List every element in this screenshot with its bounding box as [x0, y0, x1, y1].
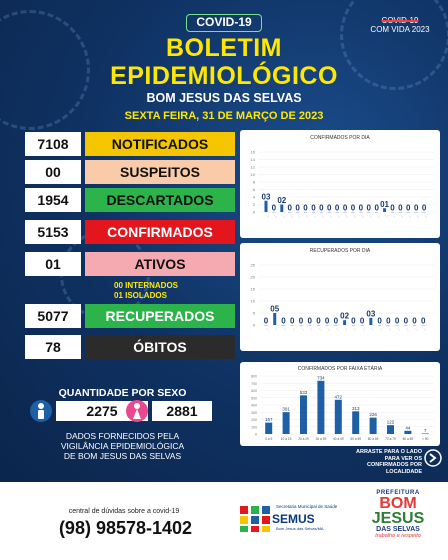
y-tick-label: 10 — [250, 172, 255, 177]
pref-jesus: JESUS — [371, 510, 425, 527]
x-tick-label: — — [281, 213, 287, 219]
swipe-hint-line2: PARA VER OS — [384, 455, 422, 462]
data-label: 0 — [412, 316, 417, 326]
x-tick-label: — — [300, 326, 306, 332]
x-tick-label: — — [368, 213, 374, 219]
x-tick-label: — — [391, 213, 397, 219]
y-tick-label: 400 — [251, 403, 257, 408]
data-label: 0 — [421, 203, 427, 213]
covid-tag: COVID-19 — [186, 14, 262, 32]
chart-bar — [404, 431, 411, 434]
data-label: 01 — [380, 199, 390, 209]
stat-row-confirmados — [25, 220, 235, 244]
chart-bar — [265, 201, 268, 212]
stat-value: 00 — [25, 160, 81, 184]
data-label: 02 — [277, 196, 287, 205]
data-label: 0 — [289, 316, 295, 326]
chart-title: CONFIRMADOS POR DIA — [310, 135, 370, 141]
data-label: 0 — [298, 316, 304, 326]
stat-row-descartados — [25, 188, 235, 212]
bulletin-date: SEXTA FEIRA, 31 DE MARÇO DE 2023 — [124, 110, 324, 122]
data-label: 0 — [311, 203, 316, 213]
stat-label: ATIVOS — [85, 252, 235, 276]
chart-confirmados-por-faixa-etaria[interactable] — [240, 362, 440, 446]
x-tick-label: — — [317, 326, 323, 332]
data-label: 0 — [342, 203, 348, 213]
y-tick-label: 8 — [252, 179, 255, 185]
data-label: 0 — [307, 316, 312, 326]
chart-bar — [280, 205, 283, 213]
x-tick-label: — — [308, 326, 314, 332]
y-tick-label: 0 — [252, 209, 255, 215]
y-tick-label: 14 — [250, 157, 255, 162]
data-label: 533 — [299, 389, 308, 395]
stat-row-suspeitos — [25, 160, 235, 184]
x-tick-label: 30 a 39 — [315, 437, 327, 441]
ativos-internados: 00 INTERNADOS — [114, 281, 179, 290]
stat-label: RECUPERADOS — [85, 304, 235, 328]
x-tick-label: — — [361, 326, 367, 332]
stat-value: 5153 — [25, 220, 81, 244]
x-tick-label: — — [415, 213, 421, 219]
y-tick-label: 800 — [251, 374, 257, 379]
data-label: 05 — [270, 304, 280, 314]
stat-label: CONFIRMADOS — [85, 220, 235, 244]
semus-name: SEMUS — [272, 512, 315, 526]
stat-row-recuperados — [25, 304, 235, 328]
x-tick-label: 20 a 29 — [298, 437, 309, 441]
x-tick-label: — — [399, 213, 405, 219]
data-label: 226 — [369, 412, 377, 418]
chart-bar — [343, 320, 346, 325]
y-tick-label: 5 — [252, 310, 255, 316]
prefeitura-logo — [358, 490, 438, 539]
data-label: 0 — [390, 203, 395, 213]
x-tick-label: — — [422, 326, 428, 332]
x-tick-label: — — [312, 213, 318, 219]
chart-confirmados-por-dia[interactable] — [240, 130, 440, 238]
x-tick-label: — — [383, 213, 389, 219]
x-tick-label: — — [328, 213, 334, 219]
chart-bar — [352, 411, 359, 434]
chart-bar — [265, 423, 272, 434]
female-icon — [126, 400, 148, 422]
data-label: 157 — [264, 417, 273, 423]
x-tick-label: — — [265, 213, 271, 219]
covid-vida-text: COM VIDA 2023 — [370, 25, 430, 34]
y-tick-label: 0 — [252, 322, 255, 328]
x-tick-label: — — [274, 326, 279, 332]
chart-bar — [283, 412, 290, 434]
stat-row-ativos — [25, 252, 235, 276]
x-tick-label: 50 a 59 — [350, 437, 362, 441]
x-tick-label: > 90 — [422, 437, 429, 441]
x-tick-label: — — [289, 213, 294, 219]
x-tick-label: — — [423, 213, 429, 219]
y-tick-label: 0 — [255, 432, 257, 437]
data-label: 7 — [424, 427, 427, 433]
help-text: central de dúvidas sobre a covid-19 — [68, 508, 180, 515]
x-tick-label: — — [265, 326, 271, 332]
data-label: 0 — [263, 316, 269, 326]
stat-value: 78 — [25, 335, 81, 359]
data-label: 0 — [303, 203, 308, 213]
x-tick-label: — — [296, 213, 302, 219]
x-tick-label: — — [405, 326, 411, 332]
pref-small: PREFEITURA — [376, 490, 420, 496]
x-tick-label: — — [375, 213, 381, 219]
data-label: 0 — [287, 203, 292, 213]
data-label: 0 — [333, 316, 339, 326]
stat-value: 7108 — [25, 132, 81, 156]
data-label: 0 — [281, 316, 286, 326]
pref-selvas: DAS SELVAS — [376, 526, 420, 533]
x-tick-label: — — [387, 326, 393, 332]
data-label: 0 — [358, 203, 364, 213]
title-line1: BOLETIM — [166, 34, 282, 62]
swipe-hint — [340, 449, 422, 475]
y-tick-label: 10 — [250, 298, 255, 304]
x-tick-label: — — [335, 326, 341, 332]
x-tick-label: — — [352, 326, 358, 332]
y-tick-label: 12 — [250, 164, 255, 170]
source-line3: DE BOM JESUS DAS SELVAS — [63, 451, 182, 461]
female-count: 2881 — [152, 401, 212, 421]
data-label: 0 — [398, 203, 403, 213]
data-label: 0 — [403, 316, 409, 326]
x-tick-label: — — [282, 326, 288, 332]
x-tick-label: — — [304, 213, 310, 219]
stat-value: 01 — [25, 252, 81, 276]
x-tick-label: — — [336, 213, 342, 219]
data-label: 0 — [324, 316, 330, 326]
chart-bar — [422, 433, 429, 434]
chart-bar — [369, 318, 372, 325]
chart-bar — [300, 395, 307, 434]
data-label: 0 — [295, 203, 300, 213]
data-label: 0 — [406, 203, 411, 213]
x-tick-label: — — [407, 213, 413, 219]
x-tick-label: — — [326, 326, 332, 332]
data-label: 301 — [282, 406, 290, 412]
x-tick-label: 80 a 89 — [402, 437, 414, 441]
y-tick-label: 700 — [251, 381, 257, 386]
x-tick-label: — — [413, 326, 419, 332]
data-label: 0 — [350, 203, 356, 213]
y-tick-label: 25 — [250, 262, 255, 268]
male-count: 2275 — [56, 401, 148, 421]
x-tick-label: — — [396, 326, 402, 332]
data-label: 0 — [316, 316, 321, 326]
chart-bar — [387, 425, 394, 434]
x-tick-label: — — [352, 213, 358, 219]
help-phone[interactable]: (98) 98578-1402 — [58, 518, 193, 538]
x-tick-label: — — [344, 213, 350, 219]
data-label: 44 — [405, 425, 411, 431]
data-label: 0 — [271, 203, 277, 213]
data-label: 0 — [413, 203, 419, 213]
swipe-arrow-icon[interactable] — [424, 449, 442, 467]
stat-label: SUSPEITOS — [85, 160, 235, 184]
x-tick-label: — — [370, 326, 376, 332]
y-tick-label: 100 — [251, 425, 257, 430]
chart-recuperados-por-dia[interactable] — [240, 243, 440, 351]
x-tick-label: 40 a 49 — [332, 437, 344, 441]
x-tick-label: — — [360, 213, 366, 219]
data-label: 0 — [366, 203, 371, 213]
semus-logo-icon — [238, 504, 272, 534]
sex-title: QUANTIDADE POR SEXO — [58, 387, 187, 399]
swipe-hint-line1: ARRASTE PARA O LADO — [356, 449, 422, 455]
x-tick-label: 70 a 79 — [385, 437, 396, 441]
data-label: 0 — [327, 203, 332, 213]
y-tick-label: 2 — [252, 202, 255, 207]
data-label: 122 — [386, 419, 395, 425]
data-label: 03 — [261, 192, 271, 202]
stat-row-óbitos — [25, 335, 235, 359]
y-tick-label: 4 — [252, 194, 255, 200]
male-icon — [30, 400, 52, 422]
pref-slogan: trabalho e respeito — [375, 533, 421, 539]
chart-bar — [383, 208, 386, 212]
data-label: 0 — [386, 316, 391, 326]
chart-title: CONFIRMADOS POR FAIXA ETÁRIA — [297, 366, 383, 372]
stat-row-notificados — [25, 132, 235, 156]
x-tick-label: — — [273, 213, 279, 219]
data-label: 0 — [319, 203, 324, 213]
pref-bom: BOM — [379, 495, 417, 512]
x-tick-label: 0 a 9 — [265, 437, 273, 441]
source-line2: VIGILÂNCIA EPIDEMIOLÓGICA — [60, 441, 185, 451]
x-tick-label: — — [343, 326, 349, 332]
semus-address: Bom Jesus das Selvas/MA — [276, 526, 324, 531]
data-label: 0 — [394, 316, 400, 326]
title-line2: EPIDEMIOLÓGICO — [110, 62, 338, 90]
data-label: 02 — [340, 311, 350, 321]
semus-subtitle: Secretaria Municipal de Saúde — [276, 504, 338, 509]
x-tick-label: 10 a 19 — [280, 437, 292, 441]
y-tick-label: 300 — [251, 410, 257, 415]
stat-label: ÓBITOS — [85, 335, 235, 359]
y-tick-label: 6 — [252, 187, 255, 192]
x-tick-label: — — [320, 213, 326, 219]
ativos-isolados: 01 ISOLADOS — [114, 291, 167, 300]
x-tick-label: 60 a 69 — [367, 437, 379, 441]
data-label: 734 — [317, 375, 325, 381]
data-label: 0 — [334, 203, 340, 213]
data-label: 313 — [351, 405, 360, 411]
data-label: 472 — [334, 394, 343, 400]
y-tick-label: 200 — [251, 418, 257, 422]
source-line1: DADOS FORNECIDOS PELA — [65, 431, 180, 441]
chart-bar — [273, 313, 276, 325]
y-tick-label: 20 — [250, 274, 255, 280]
y-tick-label: 600 — [251, 389, 257, 393]
stat-value: 5077 — [25, 304, 81, 328]
data-label: 0 — [351, 316, 356, 326]
swipe-hint-line3: CONFIRMADOS POR LOCALIDADE — [367, 462, 422, 475]
stat-label: DESCARTADOS — [85, 188, 235, 212]
data-label: 0 — [377, 316, 382, 326]
y-tick-label: 16 — [250, 149, 255, 155]
data-label: 0 — [359, 316, 365, 326]
y-tick-label: 500 — [251, 396, 257, 401]
covid-vida-strike: COVID-19 — [381, 16, 419, 25]
x-tick-label: — — [291, 326, 297, 332]
stat-label: NOTIFICADOS — [85, 132, 235, 156]
city-name: BOM JESUS DAS SELVAS — [146, 91, 302, 105]
data-label: 0 — [421, 316, 426, 326]
data-label: 0 — [374, 203, 379, 213]
chart-bar — [335, 400, 342, 434]
x-tick-label: — — [378, 326, 384, 332]
stat-value: 1954 — [25, 188, 81, 212]
covid-com-vida-logo — [360, 16, 440, 34]
data-label: 03 — [366, 309, 376, 319]
chart-bar — [370, 418, 377, 434]
chart-bar — [317, 381, 324, 434]
y-tick-label: 15 — [250, 286, 255, 292]
chart-title: RECUPERADOS POR DIA — [309, 248, 371, 254]
